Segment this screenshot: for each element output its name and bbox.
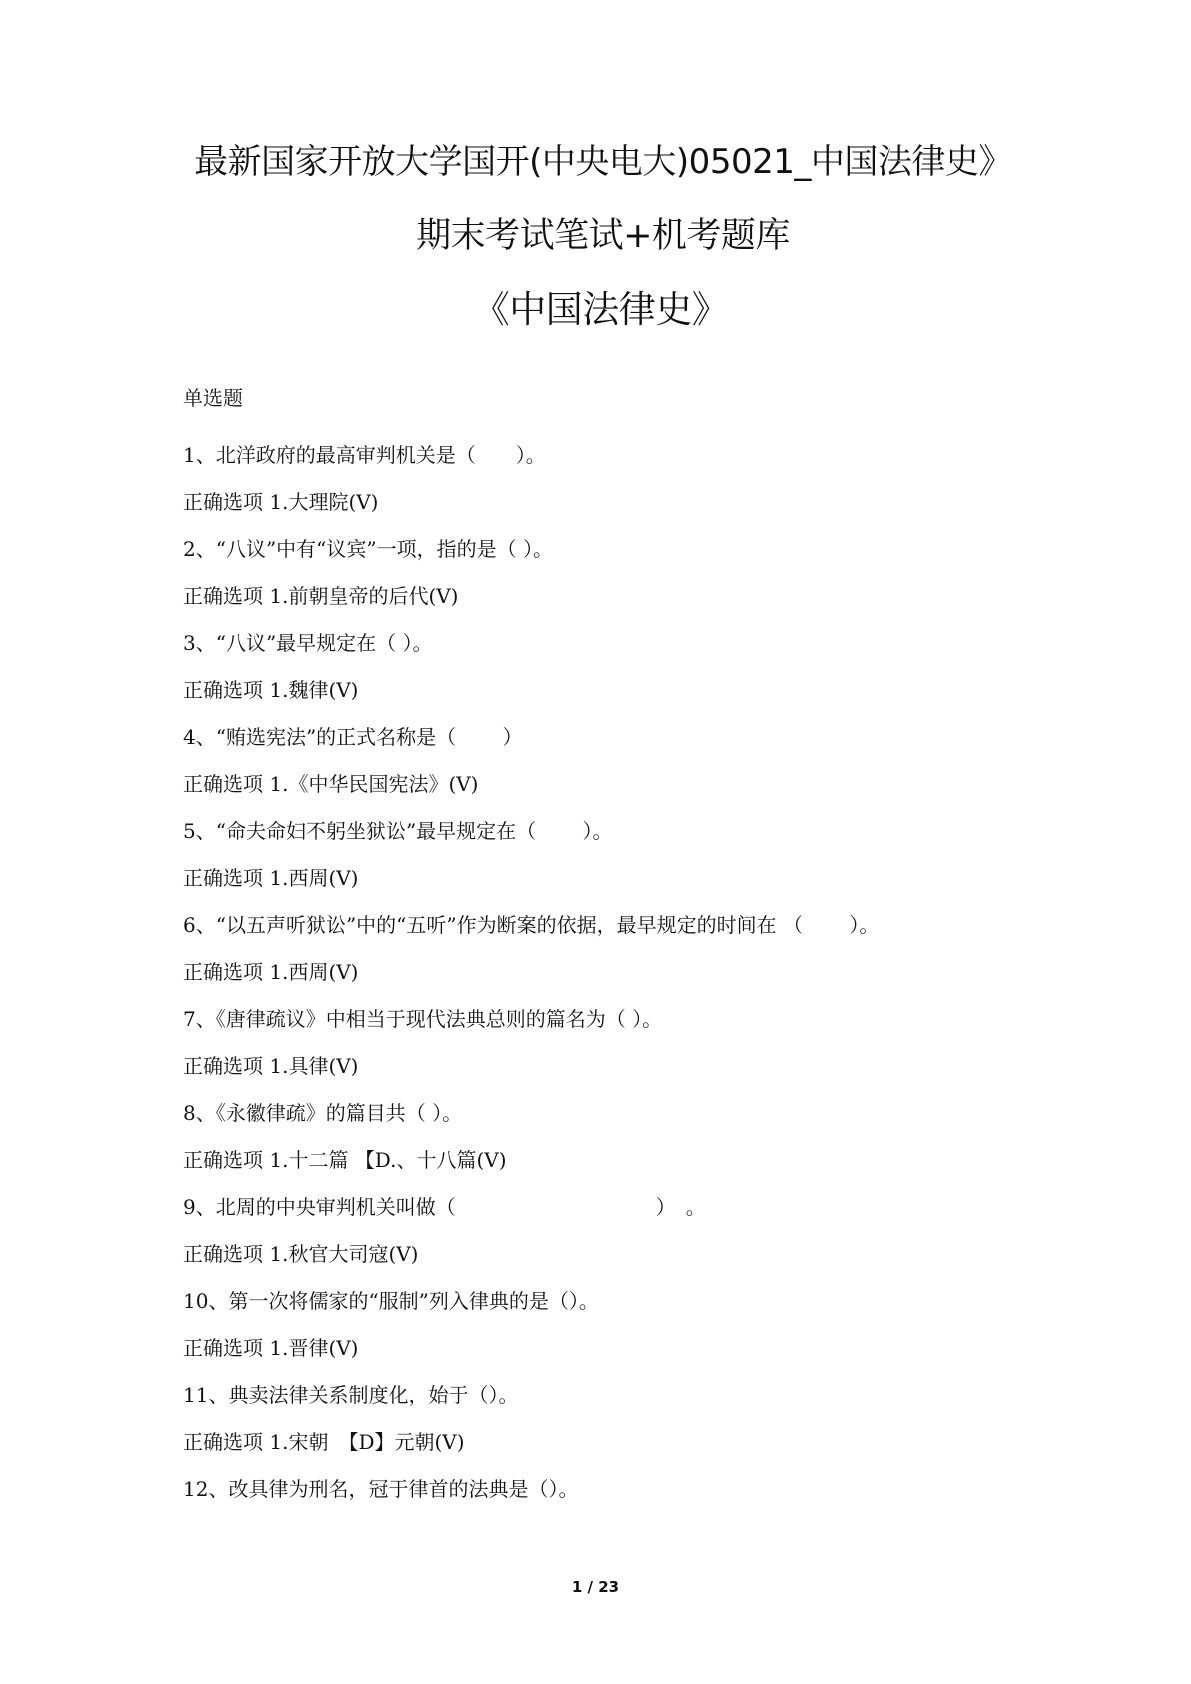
- answer-text: 正确选项 1.西周(V): [183, 866, 359, 890]
- answer-text: 正确选项 1.前朝皇帝的后代(V): [183, 584, 459, 608]
- question-text: 3、“八议”最早规定在（ ）。: [183, 631, 433, 655]
- document-body: [183, 381, 1063, 1519]
- document-title: [0, 142, 1191, 330]
- question-list: [183, 438, 1063, 1519]
- answer-text: 正确选项 1.大理院(V): [183, 490, 379, 514]
- question-text: 11、典卖法律关系制度化，始于（）。: [183, 1383, 519, 1407]
- question-text: 2、“八议”中有“议宾”一项，指的是（ ）。: [183, 537, 553, 561]
- answer-text: 正确选项 1.《中华民国宪法》(V): [183, 772, 479, 796]
- answer-text: 正确选项 1.十二篇 【D.、十八篇(V): [183, 1148, 507, 1172]
- question-text: 4、“贿选宪法”的正式名称是（ ）: [183, 725, 523, 749]
- answer-text: 正确选项 1.具律(V): [183, 1054, 359, 1078]
- question-text: 5、“命夫命妇不躬坐狱讼”最早规定在（ ）。: [183, 819, 613, 843]
- question-text: 9、北周的中央审判机关叫做（ ） 。: [183, 1195, 706, 1219]
- section-heading: 单选题: [183, 386, 243, 410]
- question-text: 1、北洋政府的最高审判机关是（ ）。: [183, 443, 546, 467]
- answer-text: 正确选项 1.秋官大司寇(V): [183, 1242, 419, 1266]
- answer-text: 正确选项 1.魏律(V): [183, 678, 359, 702]
- answer-text: 正确选项 1.西周(V): [183, 960, 359, 984]
- question-text: 12、改具律为刑名，冠于律首的法典是（）。: [183, 1477, 579, 1501]
- title-line-2: 期末考试笔试+机考题库: [416, 216, 790, 256]
- title-line-1: 最新国家开放大学国开(中央电大)05021_中国法律史》: [194, 142, 1012, 182]
- question-text: 7、《唐律疏议》中相当于现代法典总则的篇名为（ ）。: [183, 1007, 663, 1031]
- question-text: 10、第一次将儒家的“服制”列入律典的是（）。: [183, 1289, 599, 1313]
- page-number: 1 / 23: [571, 1578, 620, 1596]
- question-text: 8、《永徽律疏》的篇目共（ ）。: [183, 1101, 463, 1125]
- answer-text: 正确选项 1.宋朝 【D】元朝(V): [183, 1430, 465, 1454]
- title-line-3: 《中国法律史》: [472, 288, 729, 331]
- question-text: 6、“以五声听狱讼”中的“五听”作为断案的依据，最早规定的时间在 （ ）。: [183, 913, 880, 937]
- answer-text: 正确选项 1.晋律(V): [183, 1336, 359, 1360]
